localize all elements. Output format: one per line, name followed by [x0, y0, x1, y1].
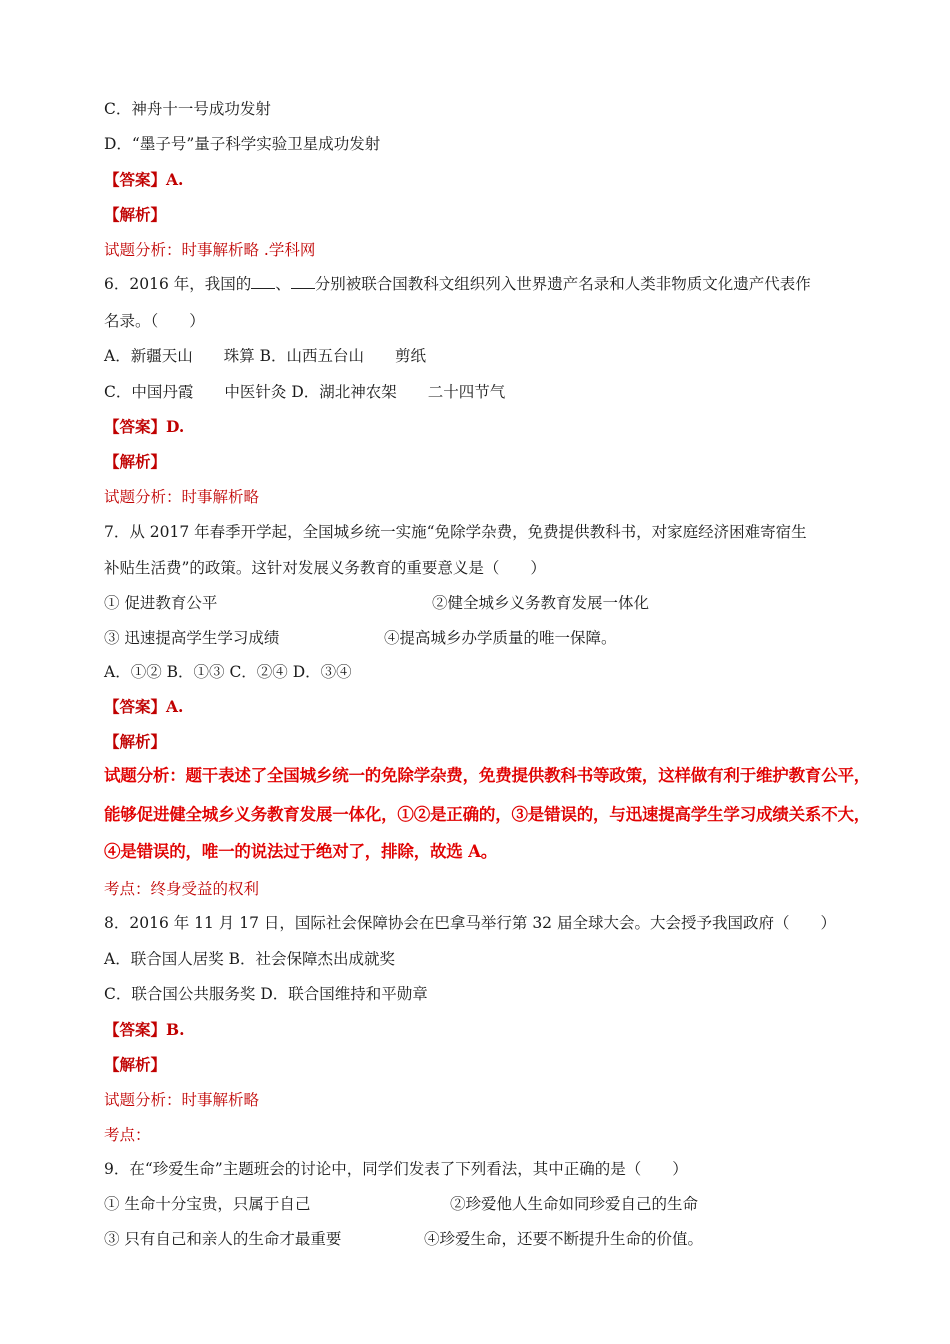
- q6-option-b: B．山西五台山 剪纸: [259, 347, 427, 365]
- q7-stem-line1: 7．从 2017 年春季开学起，全国城乡统一实施“免除学杂费，免费提供教科书，对家庭经济困难寄宿生: [104, 523, 807, 541]
- q6-stem-line1: [104, 274, 811, 294]
- q6-option-c: C．中国丹霞 中医针灸: [104, 383, 287, 401]
- q7-analysis-line2: 能够促进健全城乡义务教育发展一体化，①②是正确的，③是错误的，与迅速提高学生学习成绩关系不大，: [104, 805, 871, 824]
- q7-option-1: ① 促进教育公平: [104, 594, 218, 612]
- q8-options-ab: [104, 949, 395, 969]
- q7-option-2: ②健全城乡义务教育发展一体化: [432, 594, 650, 612]
- q6-blank-1: [251, 274, 275, 289]
- q9-option-1: ① 生命十分宝贵，只属于自己: [104, 1195, 311, 1213]
- q5-analysis: 试题分析：时事解析略 .学科网: [104, 241, 316, 259]
- q8-jiexi-label: 【解析】: [104, 1055, 167, 1074]
- q8-kaodian: 考点：: [104, 1126, 151, 1144]
- q8-option-c: C．联合国公共服务奖: [104, 985, 256, 1003]
- q5-option-d: D．“墨子号”量子科学实验卫星成功发射: [104, 135, 381, 153]
- q7-options-row1: [104, 593, 650, 613]
- q7-analysis-line3: ④是错误的，唯一的说法过于绝对了，排除，故选 A。: [104, 842, 498, 861]
- q9-options-row2: [104, 1229, 704, 1249]
- q9-option-3: ③ 只有自己和亲人的生命才最重要: [104, 1230, 342, 1248]
- q6-blank-2: [291, 274, 315, 289]
- q6-option-d: D．湖北神农架 二十四节气: [291, 383, 506, 401]
- q8-analysis: 试题分析：时事解析略: [104, 1091, 260, 1109]
- q8-answer: 【答案】B.: [104, 1020, 185, 1039]
- q6-jiexi-label: 【解析】: [104, 452, 167, 471]
- q6-stem-part-a: 6．2016 年，我国的: [104, 275, 252, 293]
- q7-option-4: ④提高城乡办学质量的唯一保障。: [384, 629, 617, 647]
- q8-stem: 8．2016 年 11 月 17 日，国际社会保障协会在巴拿马举行第 32 届全球大会。大会授予我国政府（ ）: [104, 914, 836, 932]
- q7-answer: 【答案】A.: [104, 697, 184, 716]
- q8-options-cd: [104, 984, 428, 1004]
- q9-option-4: ④珍爱生命，还要不断提升生命的价值。: [424, 1230, 704, 1248]
- q6-options-cd: [104, 382, 505, 402]
- q5-answer: 【答案】A.: [104, 170, 184, 189]
- q9-option-2: ②珍爱他人生命如同珍爱自己的生命: [450, 1195, 699, 1213]
- q8-option-a: A．联合国人居奖: [104, 950, 224, 968]
- q6-options-ab: [104, 346, 426, 366]
- q8-option-d: D．联合国维持和平勋章: [260, 985, 428, 1003]
- q8-option-b: B．社会保障杰出成就奖: [228, 950, 396, 968]
- q6-option-a: A．新疆天山 珠算: [104, 347, 255, 365]
- q7-stem-line2: 补贴生活费”的政策。这针对发展义务教育的重要意义是（ ）: [104, 559, 546, 577]
- q7-jiexi-label: 【解析】: [104, 732, 167, 751]
- q5-option-c: C．神舟十一号成功发射: [104, 100, 271, 118]
- q7-analysis-line1: 试题分析：题干表述了全国城乡统一的免除学杂费，免费提供教科书等政策，这样做有利于维护教育公平，: [104, 766, 871, 785]
- q9-options-row1: [104, 1194, 699, 1214]
- q5-jiexi-label: 【解析】: [104, 205, 167, 224]
- q7-kaodian: 考点：终身受益的权利: [104, 880, 260, 898]
- q7-options-row2: [104, 628, 617, 648]
- q6-stem-line2: 名录。（ ）: [104, 312, 205, 330]
- q6-analysis: 试题分析：时事解析略: [104, 488, 260, 506]
- q7-option-3: ③ 迅速提高学生学习成绩: [104, 629, 280, 647]
- q6-stem-separator: 、: [275, 275, 291, 293]
- q6-stem-part-b: 分别被联合国教科文组织列入世界遗产名录和人类非物质文化遗产代表作: [314, 275, 811, 293]
- q6-answer: 【答案】D.: [104, 417, 185, 436]
- q9-stem: 9．在“珍爱生命”主题班会的讨论中，同学们发表了下列看法，其中正确的是（ ）: [104, 1160, 688, 1178]
- q7-choices: A．①② B．①③ C．②④ D．③④: [104, 663, 352, 681]
